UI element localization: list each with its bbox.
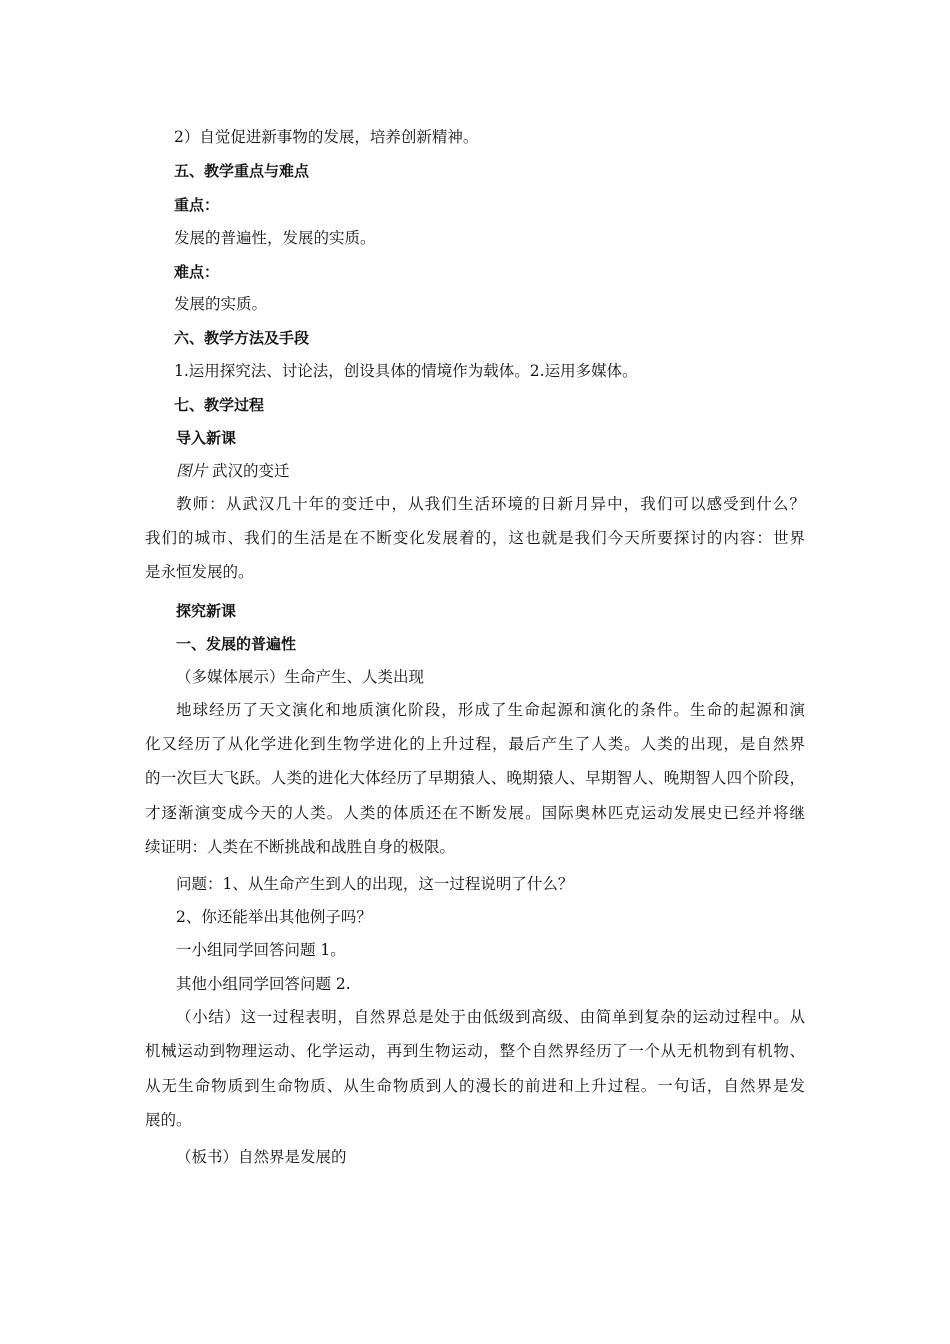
paragraph-line: 展的。 xyxy=(145,1111,192,1129)
multimedia-note: （多媒体展示）生命产生、人类出现 xyxy=(176,668,425,686)
board-note: （板书）自然界是发展的 xyxy=(176,1148,347,1166)
picture-caption xyxy=(176,461,289,481)
answer-note-2: 其他小组同学回答问题 2. xyxy=(176,975,351,993)
paragraph-line: 的一次巨大飞跃。人类的进化大体经历了早期猿人、晚期猿人、早期智人、晚期智人四个阶段， xyxy=(145,769,805,787)
difficulties-text: 发展的实质。 xyxy=(174,295,268,313)
paragraph-line: 化又经历了从化学进化到生物学进化的上升过程，最后产生了人类。人类的出现，是自然界 xyxy=(145,735,805,753)
paragraph-line: 续证明：人类在不断挑战和战胜自身的极限。 xyxy=(145,838,456,856)
subheading-intro: 导入新课 xyxy=(176,429,237,447)
key-points-label: 重点： xyxy=(174,196,220,214)
section-heading-6: 六、教学方法及手段 xyxy=(174,329,310,347)
picture-title: 武汉的变迁 xyxy=(211,462,290,480)
section-heading-7: 七、教学过程 xyxy=(174,396,265,414)
section-heading-5: 五、教学重点与难点 xyxy=(174,162,310,180)
paragraph-line: （小结）这一过程表明，自然界总是处于由低级到高级、由简单到复杂的运动过程中。从 xyxy=(176,1008,805,1026)
picture-label: 图片 xyxy=(176,462,208,480)
subheading-explore: 探究新课 xyxy=(176,602,237,620)
paragraph-line: 地球经历了天文演化和地质演化阶段，形成了生命起源和演化的条件。生命的起源和演 xyxy=(176,701,805,719)
paragraph-line: 机械运动到物理运动、化学运动，再到生物运动，整个自然界经历了一个从无机物到有机物、 xyxy=(145,1042,805,1060)
paragraph-line: 教师：从武汉几十年的变迁中，从我们生活环境的日新月异中，我们可以感受到什么？ xyxy=(176,495,805,513)
difficulties-label: 难点： xyxy=(174,263,220,281)
topic-heading-1: 一、发展的普遍性 xyxy=(176,635,297,653)
question-2: 2、你还能举出其他例子吗？ xyxy=(176,908,372,926)
question-1: 问题：1、从生命产生到人的出现，这一过程说明了什么？ xyxy=(176,875,574,893)
key-points-text: 发展的普遍性，发展的实质。 xyxy=(174,229,376,247)
paragraph-line: 是永恒发展的。 xyxy=(145,563,254,581)
paragraph-line: 我们的城市、我们的生活是在不断变化发展着的，这也就是我们今天所要探讨的内容：世界 xyxy=(145,529,805,547)
paragraph-line: 才逐渐演变成今天的人类。人类的体质还在不断发展。国际奥林匹克运动发展史已经并将继 xyxy=(145,804,805,822)
teaching-methods-text: 1.运用探究法、讨论法，创设具体的情境作为载体。2.运用多媒体。 xyxy=(174,362,638,380)
answer-note-1: 一小组同学回答问题 1。 xyxy=(176,941,346,959)
objective-item-2: 2）自觉促进新事物的发展，培养创新精神。 xyxy=(174,128,479,146)
paragraph-line: 从无生命物质到生命物质、从生命物质到人的漫长的前进和上升过程。一句话，自然界是发 xyxy=(145,1077,805,1095)
